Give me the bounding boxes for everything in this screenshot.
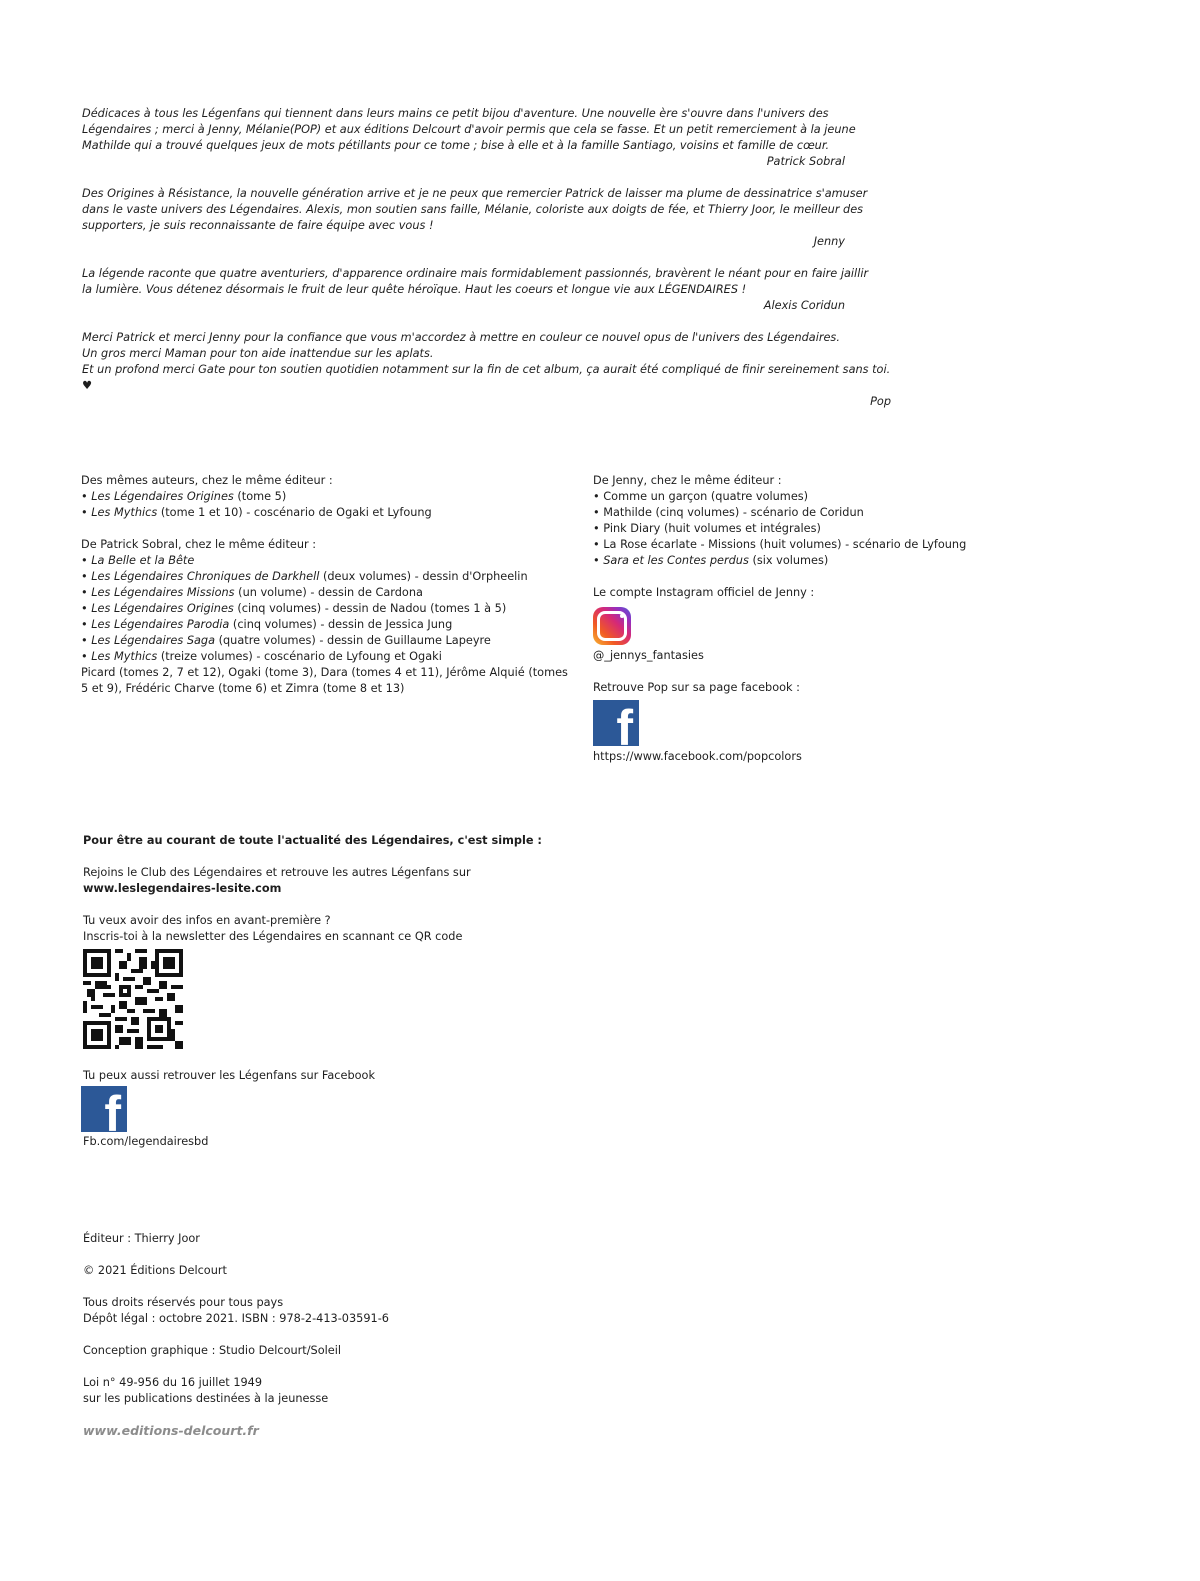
law-line: Loi n° 49-956 du 16 juillet 1949 <box>83 1376 263 1389</box>
legal-section <box>83 1231 603 1439</box>
section-heading: De Patrick Sobral, chez le même éditeur : <box>81 538 317 551</box>
dedication-line: Un gros merci Maman pour ton aide inattendue sur les aplats. <box>82 347 434 360</box>
instagram-label: Le compte Instagram officiel de Jenny : <box>593 586 815 599</box>
list-item: • Les Légendaires Missions (un volume) - dessin de Cardona <box>81 586 423 599</box>
preview-text: Inscris-toi à la newsletter des Légendaires en scannant ce QR code <box>83 930 463 943</box>
list-item: • Les Mythics (tome 1 et 10) - coscénario de Ogaki et Lyfoung <box>81 506 432 519</box>
facebook-url[interactable]: https://www.facebook.com/popcolors <box>593 750 802 763</box>
section-heading: De Jenny, chez le même éditeur : <box>593 474 782 487</box>
dedication-line: La légende raconte que quatre aventuriers, d'apparence ordinaire mais formidablement passionnés, bravèrent le néant pour en faire jaillir <box>82 267 869 280</box>
club-link[interactable]: www.leslegendaires-lesite.com <box>83 882 282 895</box>
facebook-label: Retrouve Pop sur sa page facebook : <box>593 681 800 694</box>
law-line: sur les publications destinées à la jeunesse <box>83 1392 329 1405</box>
list-item: • Sara et les Contes perdus (six volumes) <box>593 554 829 567</box>
list-item: • Les Légendaires Origines (tome 5) <box>81 490 287 503</box>
bibliography-left <box>81 473 571 697</box>
dedication-line: Des Origines à Résistance, la nouvelle génération arrive et je ne peux que remercier Patrick de laisser ma plume de dessinatrice s'amuser <box>82 187 868 200</box>
signature: Patrick Sobral <box>766 155 845 168</box>
dedication-line: dans le vaste univers des Légendaires. Alexis, mon soutien sans faille, Mélanie, coloriste aux doigts de fée, et Thierry Joor, le meilleur des <box>82 203 864 216</box>
rights-line: Dépôt légal : octobre 2021. ISBN : 978-2-413-03591-6 <box>83 1312 389 1325</box>
section-heading: Des mêmes auteurs, chez le même éditeur : <box>81 474 333 487</box>
dedication-sobral <box>82 106 897 170</box>
dedication-coridun <box>82 266 897 314</box>
club-text: Rejoins le Club des Légendaires et retrouve les autres Légenfans sur <box>83 866 471 879</box>
list-item: • Les Légendaires Origines (cinq volumes) - dessin de Nadou (tomes 1 à 5) <box>81 602 507 615</box>
dedication-line: Légendaires ; merci à Jenny, Mélanie(POP) et aux éditions Delcourt d'avoir permis que cela se fasse. Et un petit remerciement à la jeune <box>82 123 856 136</box>
instagram-icon[interactable] <box>593 607 631 645</box>
list-item: • La Rose écarlate - Missions (huit volumes) - scénario de Lyfoung <box>593 538 967 551</box>
signature: Alexis Coridun <box>763 299 845 312</box>
publisher-website[interactable]: www.editions-delcourt.fr <box>83 1423 259 1438</box>
newsletter-section <box>83 833 603 1150</box>
dedication-line: supporters, je suis reconnaissante de faire équipe avec vous ! <box>82 219 434 232</box>
facebook-text: Tu peux aussi retrouver les Légenfans sur Facebook <box>83 1069 375 1082</box>
preview-text: Tu veux avoir des infos en avant-première ? <box>83 914 331 927</box>
list-item: • Les Mythics (treize volumes) - coscénario de Lyfoung et Ogaki <box>81 650 442 663</box>
news-title: Pour être au courant de toute l'actualité des Légendaires, c'est simple : <box>83 834 542 847</box>
dedication-line: Et un profond merci Gate pour ton soutien quotidien notamment sur la fin de cet album, ça aurait été compliqué de finir sereinement sans toi. ♥ <box>82 363 891 392</box>
facebook-link[interactable]: Fb.com/legendairesbd <box>83 1135 209 1148</box>
list-item: • Les Légendaires Chroniques de Darkhell (deux volumes) - dessin d'Orpheelin <box>81 570 528 583</box>
qr-code-icon[interactable] <box>83 949 183 1049</box>
dedication-jenny <box>82 186 897 250</box>
dedication-line: Merci Patrick et merci Jenny pour la confiance que vous m'accordez à mettre en couleur ce nouvel opus de l'univers des Légendaires. <box>82 331 840 344</box>
list-item: • Pink Diary (huit volumes et intégrales) <box>593 522 821 535</box>
dedication-line: la lumière. Vous détenez désormais le fruit de leur quête héroïque. Haut les coeurs et longue vie aux LÉGENDAIRES ! <box>82 283 747 296</box>
facebook-icon[interactable]: f <box>81 1086 127 1132</box>
dedication-line: Dédicaces à tous les Légenfans qui tiennent dans leurs mains ce petit bijou d'aventure. Une nouvelle ère s'ouvre dans l'univers des <box>82 107 829 120</box>
bibliography-right <box>593 473 1013 765</box>
list-item: • Les Légendaires Parodia (cinq volumes) - dessin de Jessica Jung <box>81 618 453 631</box>
dedication-line: Mathilde qui a trouvé quelques jeux de mots pétillants pour ce tome ; bise à elle et à la famille Santiago, voisins et famille de cœur. <box>82 139 830 152</box>
rights-line: Tous droits réservés pour tous pays <box>83 1296 284 1309</box>
dedication-pop <box>82 330 897 410</box>
copyright-line: © 2021 Éditions Delcourt <box>83 1264 227 1277</box>
signature: Jenny <box>813 235 845 248</box>
list-item: • La Belle et la Bête <box>81 554 195 567</box>
list-item: • Les Légendaires Saga (quatre volumes) - dessin de Guillaume Lapeyre <box>81 634 491 647</box>
text-line: Picard (tomes 2, 7 et 12), Ogaki (tome 3), Dara (tomes 4 et 11), Jérôme Alquié (tomes <box>81 666 568 679</box>
list-item: • Comme un garçon (quatre volumes) <box>593 490 809 503</box>
instagram-handle[interactable]: @_jennys_fantasies <box>593 649 704 662</box>
list-item: • Mathilde (cinq volumes) - scénario de Coridun <box>593 506 864 519</box>
text-line: 5 et 9), Frédéric Charve (tome 6) et Zimra (tome 8 et 13) <box>81 682 405 695</box>
facebook-icon[interactable]: f <box>593 700 639 746</box>
editor-line: Éditeur : Thierry Joor <box>83 1232 200 1245</box>
signature: Pop <box>870 395 891 408</box>
design-line: Conception graphique : Studio Delcourt/Soleil <box>83 1344 341 1357</box>
